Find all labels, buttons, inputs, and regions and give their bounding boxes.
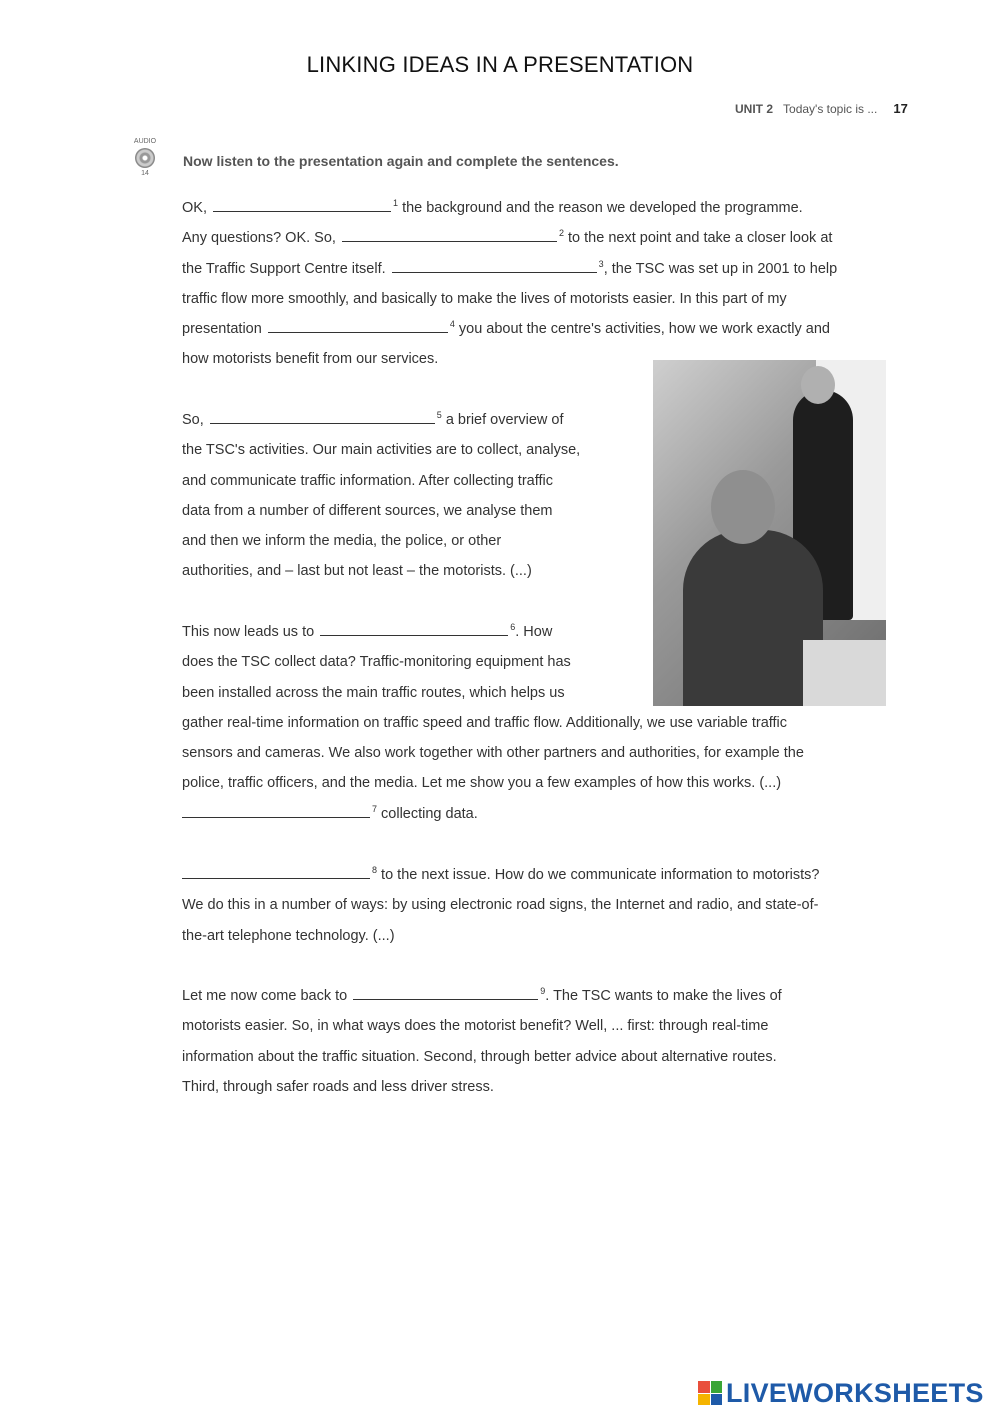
text: gather real-time information on traffic speed and traffic flow. Additionally, we use variable traffic	[182, 714, 788, 731]
text: police, traffic officers, and the media. Let me show you a few examples of how this works. (...)	[182, 775, 782, 792]
unit-label: UNIT 2	[735, 102, 774, 116]
text: to the next issue. How do we communicate information to motorists?	[381, 867, 820, 883]
text: Third, through safer roads and less driver stress.	[182, 1078, 494, 1095]
text: authorities, and – last but not least – the motorists. (...)	[182, 563, 532, 580]
text: So,	[182, 412, 204, 428]
blank-number: 8	[372, 865, 378, 876]
page-number: 17	[893, 101, 908, 116]
blank-8[interactable]	[182, 862, 370, 879]
paragraph-5	[182, 981, 892, 1102]
page-title: LINKING IDEAS IN A PRESENTATION	[306, 52, 694, 77]
text: sensors and cameras. We also work together with other partners and authorities, for example the	[182, 745, 804, 762]
blank-number: 7	[372, 803, 378, 814]
blank-3[interactable]	[392, 256, 597, 273]
logo-square	[698, 1394, 710, 1406]
text: and communicate traffic information. After collecting traffic	[182, 472, 553, 489]
audio-label: AUDIO	[133, 138, 157, 145]
blank-number: 1	[393, 198, 399, 209]
text: collecting data.	[381, 805, 478, 822]
text: We do this in a number of ways: by using electronic road signs, the Internet and radio, and state-of-	[182, 897, 819, 914]
instructions: Now listen to the presentation again and complete the sentences.	[183, 153, 619, 169]
text: data from a number of different sources, we analyse them	[182, 502, 553, 519]
cd-icon	[135, 148, 155, 168]
logo-square	[711, 1394, 723, 1406]
liveworksheets-logo-icon	[698, 1381, 722, 1405]
paragraph-1	[182, 193, 892, 375]
brand-name: LIVEWORKSHEETS	[726, 1377, 984, 1408]
text: you about the centre's activities, how we work exactly and	[458, 321, 830, 338]
blank-number: 4	[449, 319, 455, 330]
blank-7[interactable]	[182, 801, 370, 818]
text: Let me now come back to	[182, 988, 348, 1004]
blank-1[interactable]	[213, 195, 391, 212]
text: motorists easier. So, in what ways does the motorist benefit? Well, ... first: through real-time	[182, 1018, 769, 1035]
text: OK,	[182, 200, 207, 216]
audio-track: 14	[141, 170, 149, 177]
blank-9[interactable]	[353, 983, 538, 1000]
text: . The TSC wants to make the lives of	[545, 988, 782, 1004]
blank-number: 2	[558, 228, 564, 239]
text: to the next point and take a closer look at	[568, 230, 833, 247]
topic-label: Today's topic is ...	[783, 102, 878, 116]
text: the-art telephone technology. (...)	[182, 927, 395, 944]
blank-5[interactable]	[210, 407, 435, 424]
page-header	[735, 101, 930, 116]
audio-marker	[130, 138, 160, 178]
blank-2[interactable]	[342, 225, 557, 242]
text: . How	[515, 624, 553, 640]
text: a brief overview of	[445, 412, 564, 428]
blank-number: 6	[510, 622, 516, 633]
text: traffic flow more smoothly, and basically to make the lives of motorists easier. In this part of my	[182, 290, 787, 307]
blank-4[interactable]	[268, 316, 448, 333]
text: been installed across the main traffic routes, which helps us	[182, 684, 565, 701]
blank-number: 3	[598, 258, 604, 269]
text: Any questions? OK. So,	[182, 230, 336, 247]
text: information about the traffic situation. Second, through better advice about alternative routes.	[182, 1048, 777, 1065]
blank-number: 5	[436, 410, 442, 421]
blank-number: 9	[540, 986, 546, 997]
text: the TSC's activities. Our main activities are to collect, analyse,	[182, 442, 581, 459]
paragraph-2	[182, 405, 617, 587]
text: the background and the reason we developed the programme.	[402, 200, 803, 216]
text: how motorists benefit from our services.	[182, 351, 439, 368]
text: , the TSC was set up in 2001 to help	[603, 260, 838, 277]
logo-square	[711, 1381, 723, 1393]
text: This now leads us to	[182, 624, 315, 640]
logo-square	[698, 1381, 710, 1393]
text: and then we inform the media, the police, or other	[182, 533, 502, 550]
blank-6[interactable]	[320, 619, 508, 636]
liveworksheets-brand	[698, 1375, 984, 1411]
text: presentation	[182, 321, 262, 338]
photo-presenter-head	[801, 366, 835, 404]
paragraph-4	[182, 860, 892, 951]
paragraph-3	[182, 617, 892, 829]
photo-listener-head	[711, 470, 775, 544]
text: does the TSC collect data? Traffic-monitoring equipment has	[182, 654, 571, 671]
text: the Traffic Support Centre itself.	[182, 260, 386, 277]
